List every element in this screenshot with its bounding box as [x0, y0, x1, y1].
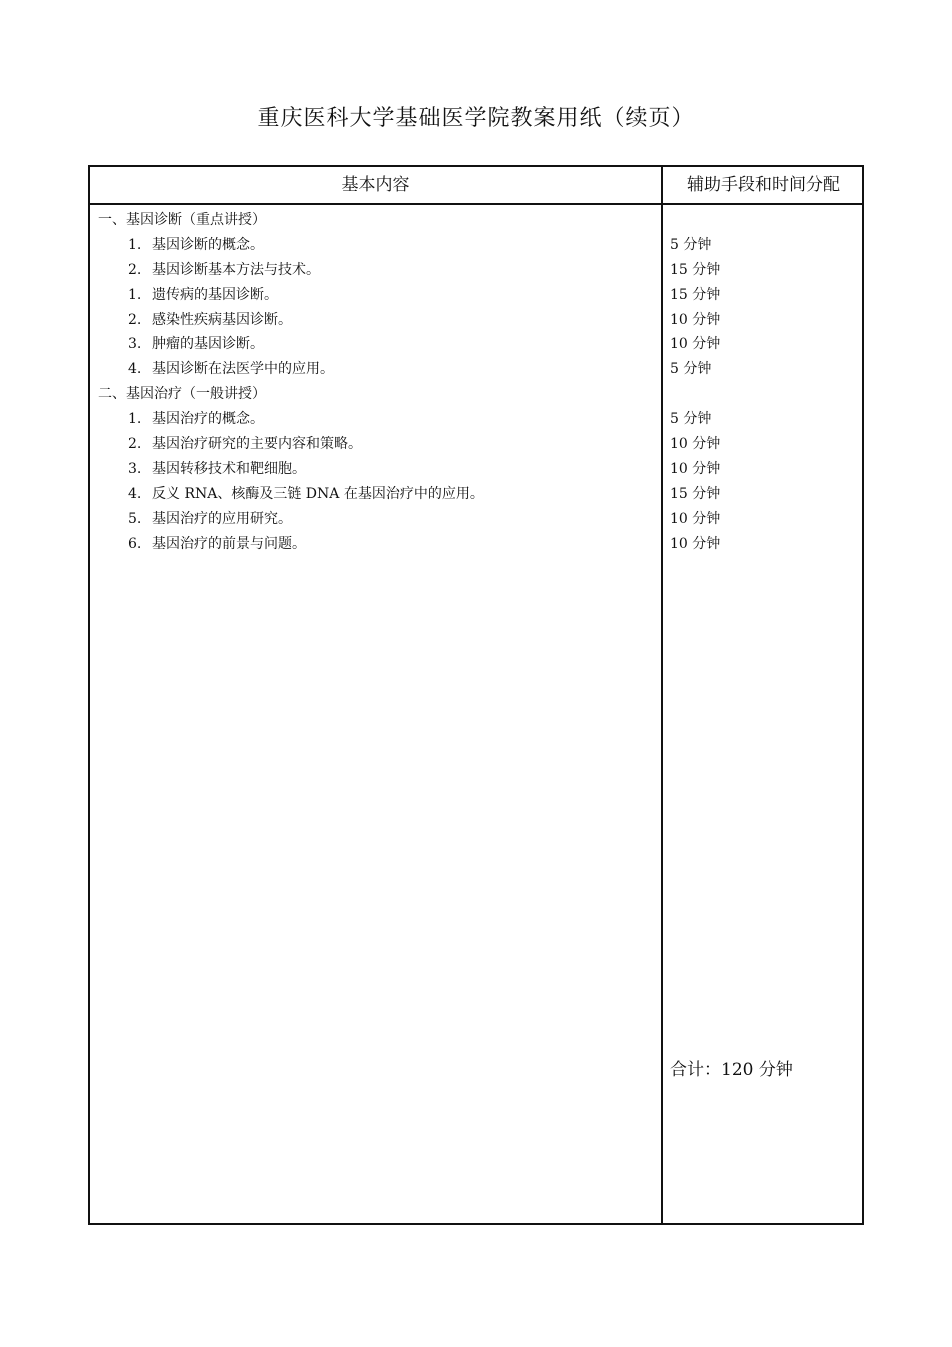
- total-time: 合计：120 分钟: [670, 1060, 793, 1080]
- time-allocation: 10 分钟: [670, 535, 721, 552]
- time-allocation: 10 分钟: [670, 436, 721, 453]
- item-text: 基因诊断在法医学中的应用。: [152, 361, 334, 378]
- item-text: 基因转移技术和靶细胞。: [152, 460, 306, 477]
- time-allocation: 5 分钟: [670, 411, 712, 428]
- item-text: 基因治疗的应用研究。: [152, 510, 292, 527]
- page-title: 重庆医科大学基础医学院教案用纸（续页）: [257, 106, 695, 131]
- content-item: [98, 407, 653, 432]
- time-allocation: 10 分钟: [670, 336, 721, 353]
- item-number: 2.: [128, 261, 142, 278]
- column-divider: [661, 167, 663, 1223]
- item-number: 5.: [128, 510, 142, 527]
- header-content: 基本内容: [341, 175, 410, 195]
- time-allocation: 10 分钟: [670, 510, 721, 527]
- header-divider: [90, 203, 862, 205]
- time-allocation: 10 分钟: [670, 460, 721, 477]
- item-text: 基因诊断基本方法与技术。: [152, 261, 320, 278]
- content-item: [98, 432, 653, 457]
- item-number: 3.: [128, 460, 142, 477]
- item-text: 反义 RNA、核酶及三链 DNA 在基因治疗中的应用。: [152, 485, 484, 502]
- content-item: [98, 308, 653, 333]
- item-text: 感染性疾病基因诊断。: [152, 311, 292, 328]
- content-item: [98, 233, 653, 258]
- item-number: 4.: [128, 361, 142, 378]
- content-item: [98, 332, 653, 357]
- content-item: [98, 532, 653, 557]
- item-text: 基因诊断的概念。: [152, 236, 264, 253]
- item-number: 4.: [128, 485, 142, 502]
- time-allocation: 15 分钟: [670, 286, 721, 303]
- time-allocation: 10 分钟: [670, 311, 721, 328]
- content-item: [98, 482, 653, 507]
- time-allocation: [670, 382, 860, 407]
- time-allocation: 15 分钟: [670, 261, 721, 278]
- item-number: 1.: [128, 236, 142, 253]
- lesson-plan-table: [88, 165, 864, 1225]
- content-item: [98, 357, 653, 382]
- item-number: 2.: [128, 311, 142, 328]
- item-text: 基因治疗研究的主要内容和策略。: [152, 436, 362, 453]
- time-allocation: 5 分钟: [670, 236, 712, 253]
- time-allocation: 5 分钟: [670, 361, 712, 378]
- item-text: 基因治疗的概念。: [152, 411, 264, 428]
- header-time-allocation: 辅助手段和时间分配: [687, 175, 840, 195]
- content-item: [98, 507, 653, 532]
- item-number: 3.: [128, 336, 142, 353]
- item-text: 肿瘤的基因诊断。: [152, 336, 264, 353]
- content-item: [98, 457, 653, 482]
- content-column: [98, 208, 653, 556]
- item-number: 6.: [128, 535, 142, 552]
- time-allocation: 15 分钟: [670, 485, 721, 502]
- time-column: [670, 208, 860, 556]
- time-allocation: [670, 208, 860, 233]
- item-text: 遗传病的基因诊断。: [152, 286, 278, 303]
- item-text: 基因治疗的前景与问题。: [152, 535, 306, 552]
- content-item: [98, 258, 653, 283]
- item-number: 1.: [128, 411, 142, 428]
- item-text: 二、基因治疗（一般讲授）: [98, 386, 266, 403]
- section-heading: [98, 208, 653, 233]
- item-number: 2.: [128, 436, 142, 453]
- item-text: 一、基因诊断（重点讲授）: [98, 212, 266, 228]
- content-item: [98, 283, 653, 308]
- section-heading: [98, 382, 653, 407]
- item-number: 1.: [128, 286, 142, 303]
